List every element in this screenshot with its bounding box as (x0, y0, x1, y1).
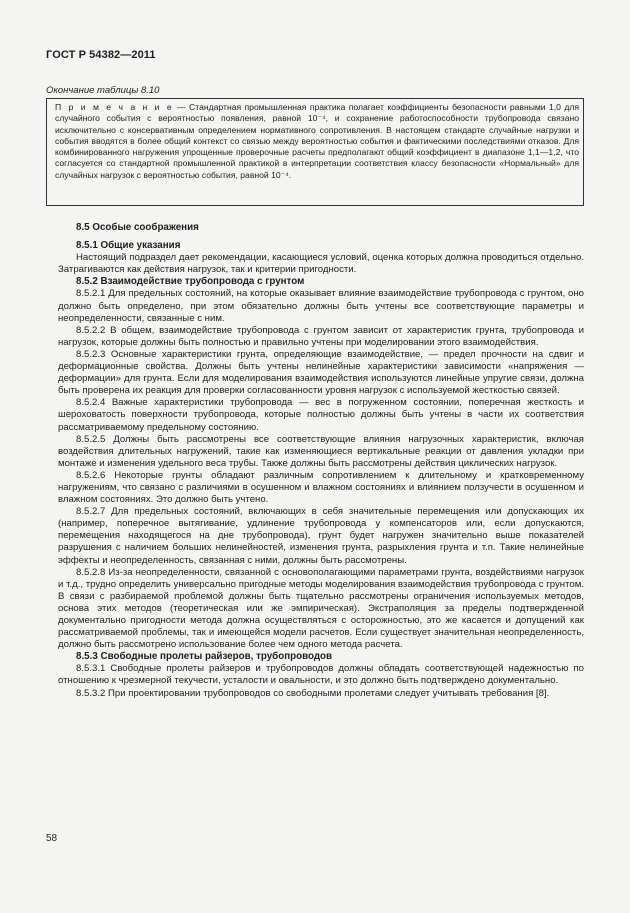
paragraph-8-5-2-3: 8.5.2.3 Основные характеристики грунта, определяющие взаимодействие, — предел прочности на сдвиг и деформационные свойства. Должны быть учтены нелинейные характеристики зависимости «напряжения — деформации» для грунта. Если для моделирования взаимодействия используются линейные упругие связи, должна быть проверена их реакция для проверки согласованности уровня нагрузок с используемой жесткостью связей. (58, 348, 584, 397)
table-caption: Окончание таблицы 8.10 (46, 85, 160, 96)
table-note (55, 102, 579, 181)
paragraph-8-5-1: Настоящий подраздел дает рекомендации, касающиеся условий, оценка которых должна проводиться отдельно. Затрагиваются как действия нагрузок, так и критерии пригодности. (58, 252, 584, 276)
paragraph-8-5-2-4: 8.5.2.4 Важные характеристики трубопровода — вес в погруженном состоянии, поперечная жесткость и шероховатость поверхности трубопровода, которые полностью должны быть учтены в части их соответствия рассматриваемому предельному состоянию. (58, 397, 584, 433)
paragraph-8-5-2-7: 8.5.2.7 Для предельных состояний, включающих в себя значительные перемещения или допускающих их (например, поперечное вытягивание, удлинение трубопровода у компенсаторов или, если допускаются, перемещения находящегося на дне трубопровода), грунт будет нагружен значительно выше показателей разрушения с наличием больших нелинейностей, изменения грунта, разрыхления грунта и т.п. Такие нелинейные эффекты и неопределенность, связанная с ними, должны быть рассмотрены. (58, 506, 584, 566)
section-heading-8-5: 8.5 Особые соображения (76, 222, 199, 233)
note-text: — Стандартная промышленная практика полагает коэффициенты безопасности равными 1,0 для случайного события с вероятностью появления, равной 10⁻⁴, и сохранение работоспособности трубопровода связано исключительно с консервативным определением нормативного сопротивления. В настоящем стандарте случайные нагрузки и события вводятся в более общий контекст со связью между вероятностью события и фактическими последствиями отказов. Для комбинированного нагружения упрощенные проверочные расчеты предполагают общий коэффициент в диапазоне 1,1—1,2, что согласуется со стандартной промышленной практикой в интерпретации соответствия классу безопасности «Нормальный» для случайных нагрузок с вероятностью события, равной 10⁻⁴. (55, 102, 580, 180)
section-heading-8-5-2: 8.5.2 Взаимодействие трубопровода с грунтом (76, 276, 305, 288)
paragraph-8-5-2-6: 8.5.2.6 Некоторые грунты обладают различным сопротивлением к длительному и кратковременному нагружениям, что связано с различиями в осушенном и влажном состояниях и влиянием ползучести в осушенном и влажном состояниях. Это должно быть учтено. (58, 469, 584, 506)
document-body (58, 222, 584, 700)
section-heading-8-5-1: 8.5.1 Общие указания (76, 240, 181, 252)
section-heading-8-5-3: 8.5.3 Свободные пролеты райзеров, трубопроводов (76, 651, 333, 663)
paragraph-8-5-2-5: 8.5.2.5 Должны быть рассмотрены все соответствующие влияния нагрузочных характеристик, включая воздействия длительных нагружений, такие как изменяющиеся вертикальные реакции от давления укладки при монтаже и изменения удельного веса трубы. Также должны быть рассмотрены действия циклических нагрузок. (58, 433, 584, 469)
document-header: ГОСТ Р 54382—2011 (46, 49, 156, 61)
paragraph-8-5-2-1: 8.5.2.1 Для предельных состояний, на которые оказывает влияние взаимодействие трубопровода с грунтом, оно должно быть определено, при этом обязательно должны быть учтены все соответствующие параметры и неопределенности, связанные с ним. (58, 288, 584, 324)
paragraph-8-5-3-2: 8.5.3.2 При проектировании трубопроводов со свободными пролетами следует учитывать требования [8]. (76, 687, 550, 699)
note-lead: П р и м е ч а н и е (55, 102, 174, 112)
paragraph-8-5-3-1: 8.5.3.1 Свободные пролеты райзеров и трубопроводов должны обладать соответствующей надежностью по отношению к чрезмерной текучести, усталости и овальности, и это должно быть подтверждено документально. (58, 663, 584, 687)
paragraph-8-5-2-8: 8.5.2.8 Из-за неопределенности, связанной с основополагающими параметрами грунта, воздействиями нагрузок и т.д., трудно определить универсально пригодные методы моделирования взаимодействия трубопровода с грунтом. В связи с разбираемой проблемой должны быть тщательно рассмотрены ограничения используемых методов, основа этих методов (теоретическая или же эмпирическая). Экстраполяция за пределы подтвержденной документально пригодности метода должна осуществляться с осторожностью, это же касается и допущений как рассматриваемой проблемы, так и имеющейся модели расчетов. Если существует значительная неопределенность, должно быть рассмотрено использование более чем одного метода расчета. (58, 566, 584, 651)
paragraph-8-5-2-2: 8.5.2.2 В общем, взаимодействие трубопровода с грунтом зависит от характеристик грунта, трубопровода и нагрузок, которые должны быть полностью и правильно учтены при моделировании этого взаимодействия. (58, 324, 584, 348)
page-number: 58 (46, 833, 58, 844)
